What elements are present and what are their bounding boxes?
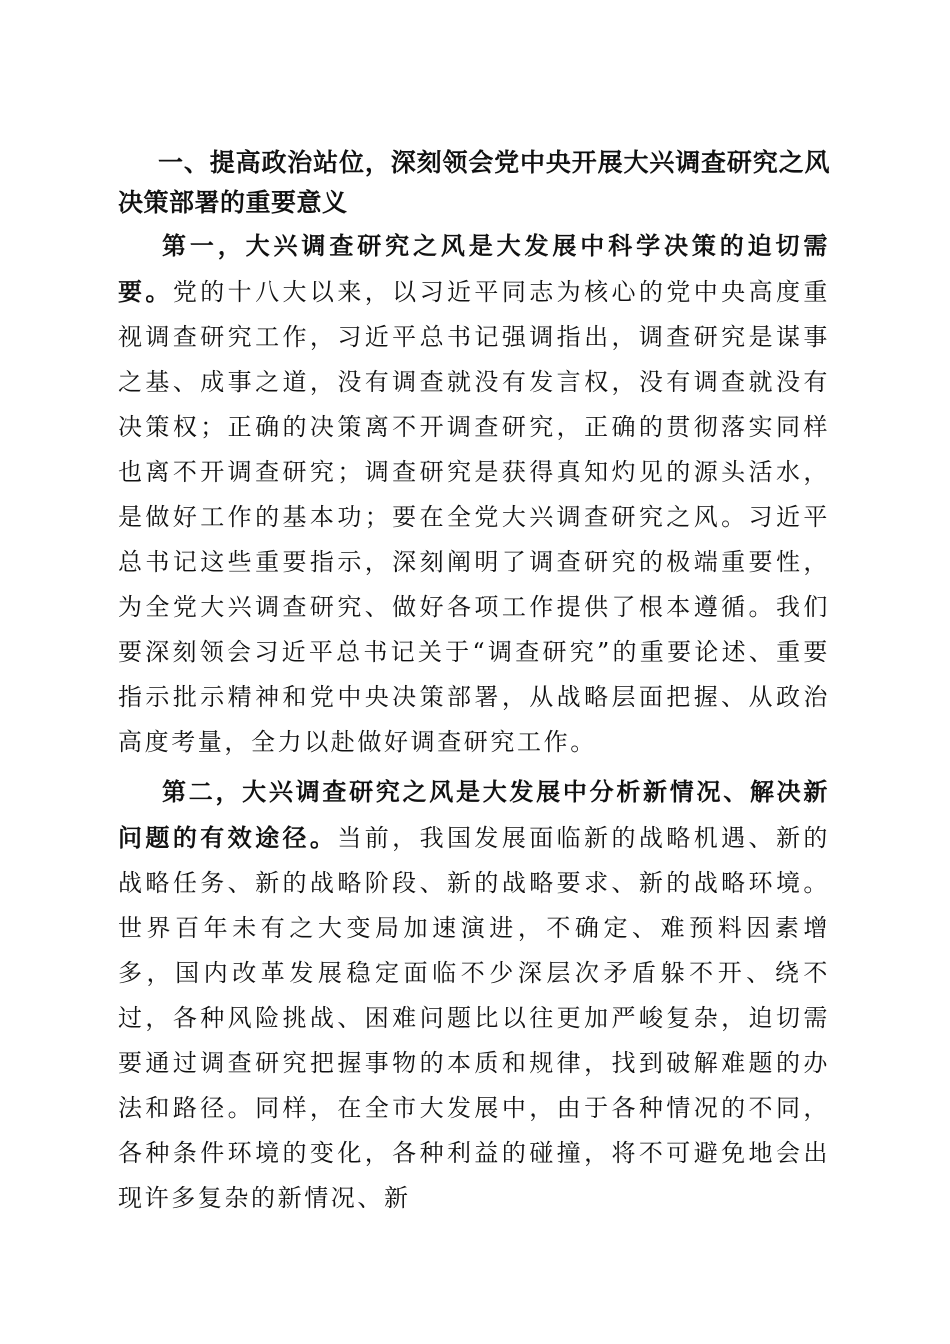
section-heading: 一、提高政治站位，深刻领会党中央开展大兴调查研究之风决策部署的重要意义: [118, 148, 830, 217]
paragraph-1-lead: 第一，大兴调查研究之风是大发展中科学决策的迫切需要。: [118, 231, 830, 306]
paragraph-2-body: 当前，我国发展面临新的战略机遇、新的战略任务、新的战略阶段、新的战略要求、新的战略环境。世界百年未有之大变局加速演进，不确定、难预料因素增多，国内改革发展稳定面临不少深层次矛盾躲不开、绕不过，各种风险挑战、困难问题比以往更加严峻复杂，迫切需要通过调查研究把握事物的本质和规律，找到破解难题的办法和路径。同样，在全市大发展中，由于各种情况的不同，各种条件环境的变化，各种利益的碰撞，将不可避免地会出现许多复杂的新情况、新: [118, 824, 830, 1212]
paragraph-2: [118, 769, 830, 1221]
paragraph-2-lead: 第二，大兴调查研究之风是大发展中分析新情况、解决新问题的有效途径。: [118, 777, 830, 852]
document-body: [118, 143, 830, 1221]
paragraph-1: [118, 223, 830, 765]
paragraph-1-body: 党的十八大以来，以习近平同志为核心的党中央高度重视调查研究工作，习近平总书记强调指出，调查研究是谋事之基、成事之道，没有调查就没有发言权，没有调查就没有决策权；正确的决策离不开调查研究，正确的贯彻落实同样也离不开调查研究；调查研究是获得真知灼见的源头活水，是做好工作的基本功；要在全党大兴调查研究之风。习近平总书记这些重要指示，深刻阐明了调查研究的极端重要性，为全党大兴调查研究、做好各项工作提供了根本遵循。我们要深刻领会习近平总书记关于“调查研究”的重要论述、重要指示批示精神和党中央决策部署，从战略层面把握、从政治高度考量，全力以赴做好调查研究工作。: [118, 278, 831, 756]
